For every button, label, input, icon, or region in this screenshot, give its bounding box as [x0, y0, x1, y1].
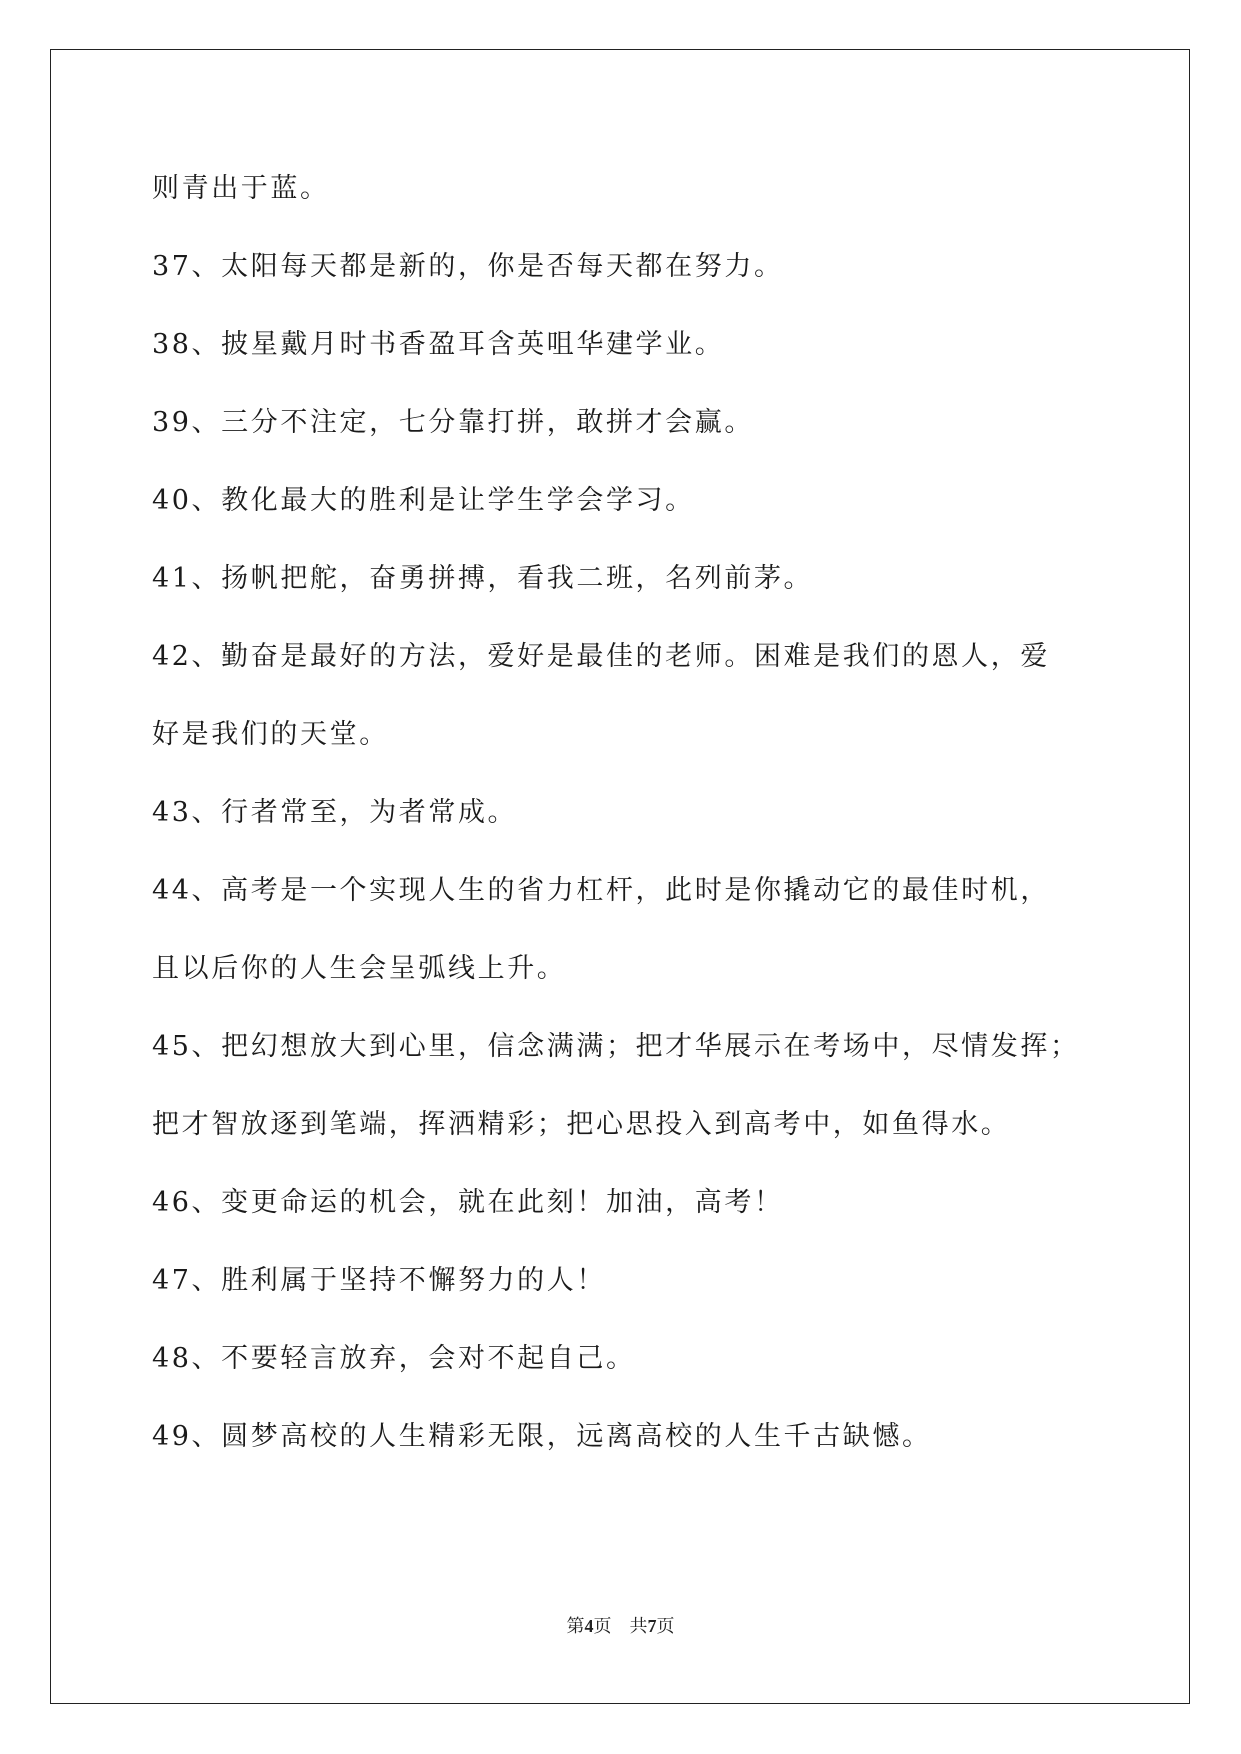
- total-pages: 7: [647, 1616, 657, 1636]
- text-line: 40、教化最大的胜利是让学生学会学习。: [152, 485, 695, 516]
- text-line: 49、圆梦高校的人生精彩无限，远离高校的人生千古缺憾。: [152, 1421, 932, 1452]
- page-label-suffix: 页: [593, 1616, 612, 1636]
- text-line: 好是我们的天堂。: [152, 719, 389, 750]
- text-line: 则青出于蓝。: [152, 173, 330, 204]
- text-line: 45、把幻想放大到心里，信念满满；把才华展示在考场中，尽情发挥；: [152, 1031, 1080, 1062]
- page-footer: [0, 1612, 1241, 1638]
- page-number: 4: [584, 1616, 594, 1636]
- total-label-suffix: 页: [656, 1616, 675, 1636]
- text-line: 把才智放逐到笔端，挥洒精彩；把心思投入到高考中，如鱼得水。: [152, 1109, 1011, 1140]
- text-line: 46、变更命运的机会，就在此刻！加油，高考！: [152, 1187, 784, 1218]
- text-line: 且以后你的人生会呈弧线上升。: [152, 953, 567, 984]
- text-line: 44、高考是一个实现人生的省力杠杆，此时是你撬动它的最佳时机，: [152, 875, 1050, 906]
- text-line: 42、勤奋是最好的方法，爱好是最佳的老师。困难是我们的恩人，爱: [152, 641, 1050, 672]
- text-line: 47、胜利属于坚持不懈努力的人！: [152, 1265, 606, 1296]
- text-line: 43、行者常至，为者常成。: [152, 797, 518, 828]
- total-label-prefix: 共: [629, 1616, 648, 1636]
- text-line: 39、三分不注定，七分靠打拼，敢拼才会赢。: [152, 407, 754, 438]
- page-label-prefix: 第: [566, 1616, 585, 1636]
- text-line: 48、不要轻言放弃，会对不起自己。: [152, 1343, 636, 1374]
- text-line: 37、太阳每天都是新的，你是否每天都在努力。: [152, 251, 784, 282]
- text-line: 38、披星戴月时书香盈耳含英咀华建学业。: [152, 329, 725, 360]
- text-line: 41、扬帆把舵，奋勇拼搏，看我二班，名列前茅。: [152, 563, 814, 594]
